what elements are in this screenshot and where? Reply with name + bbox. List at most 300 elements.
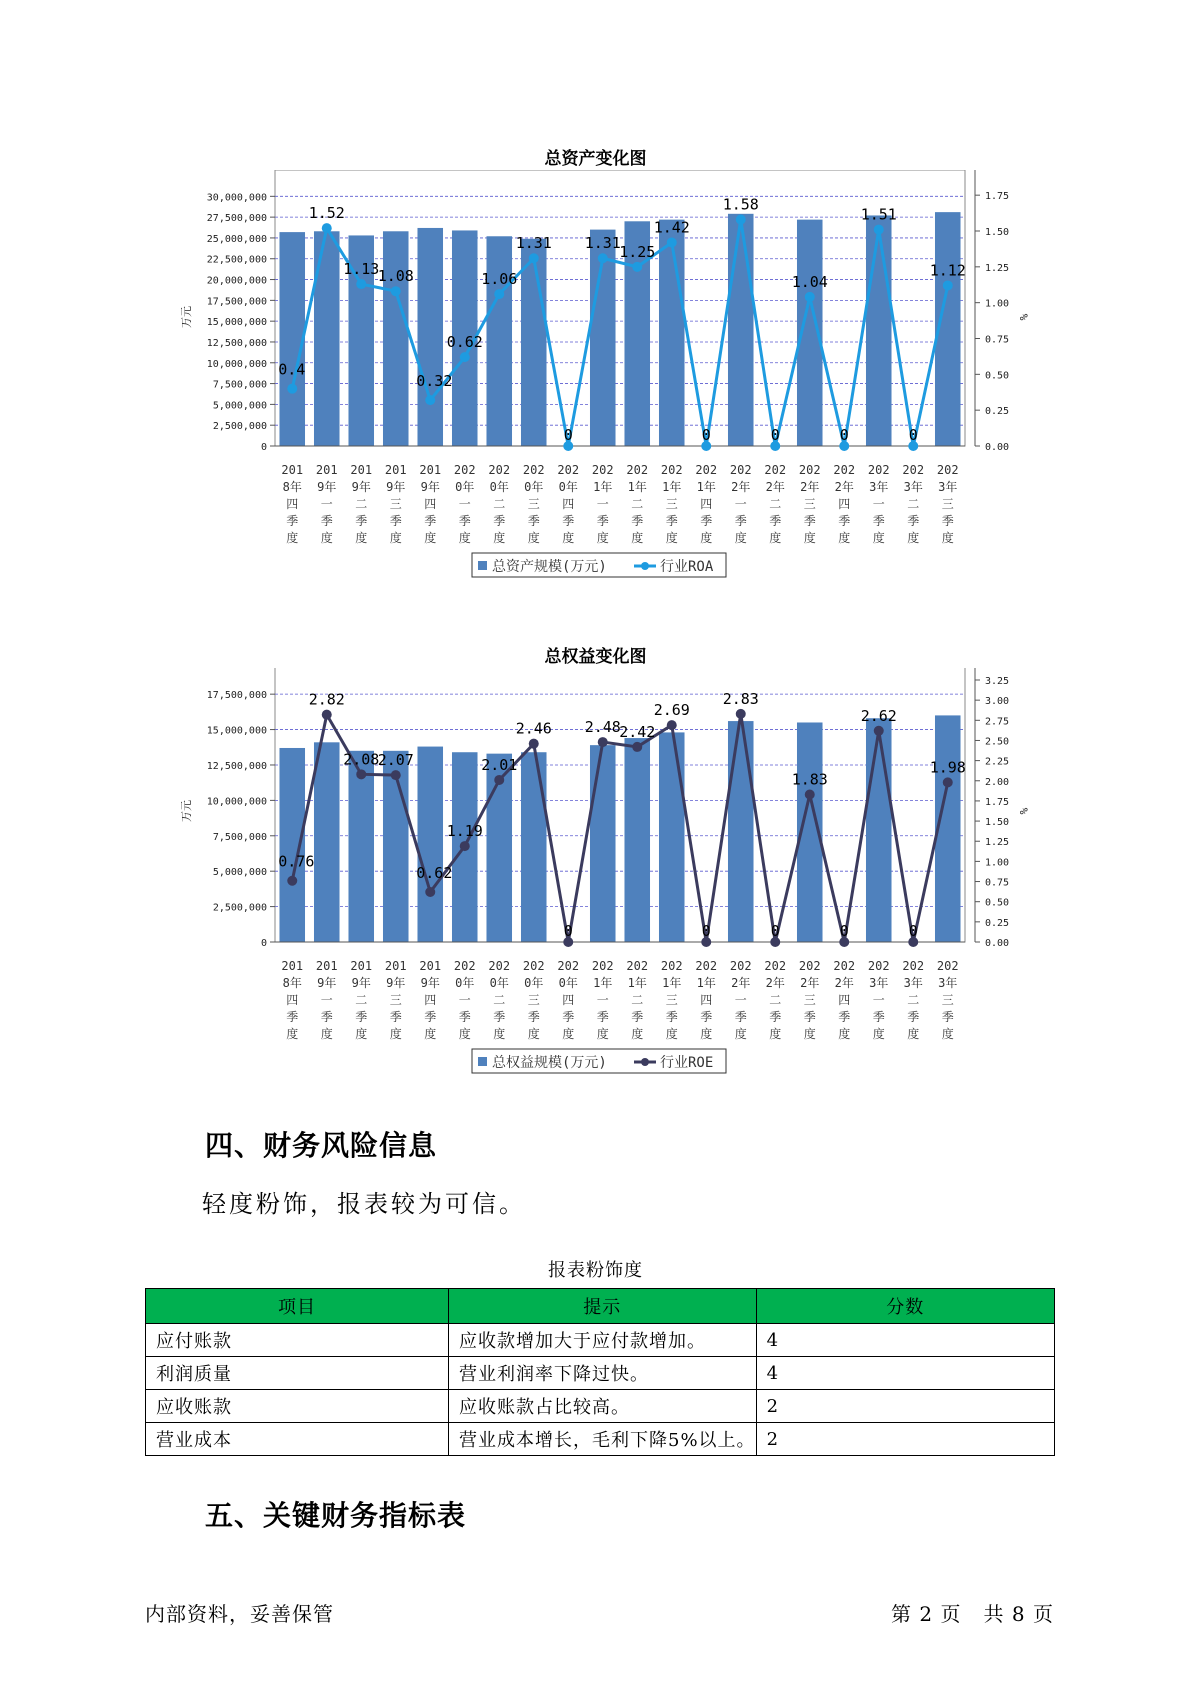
x-tick-label: 202 [729,463,752,477]
left-tick-label: 2,500,000 [212,421,267,433]
line-point [425,887,435,897]
right-tick-label: 3.25 [985,676,1010,687]
data-label: 1.52 [308,204,345,223]
x-tick-label: 202 [591,463,614,477]
risk-hint: 应收款增加大于应付款增加。 [449,1324,757,1357]
line-point [356,279,366,289]
x-tick-label: 二 [769,993,782,1007]
x-tick-label: 四 [562,497,575,511]
x-tick-label: 度 [907,531,920,545]
data-label: 0 [770,426,780,444]
x-tick-label: 202 [695,959,718,973]
x-tick-label: 202 [522,959,545,973]
x-tick-label: 度 [562,531,575,545]
line-point [736,215,746,225]
x-tick-label: 0年 [455,480,475,494]
x-tick-label: 1年 [627,480,647,494]
data-label: 1.83 [791,770,828,789]
left-tick-label: 25,000,000 [206,233,267,245]
x-tick-label: 0年 [524,976,544,990]
x-tick-label: 202 [453,959,476,973]
data-label: 1.19 [446,822,483,841]
line-point [667,237,677,247]
right-tick-label: 2.00 [985,776,1010,788]
right-tick-label: 0.00 [985,442,1010,453]
left-tick-label: 7,500,000 [212,379,267,391]
right-tick-label: 0.50 [985,370,1010,382]
line-point [391,770,401,780]
x-tick-label: 0年 [455,976,475,990]
left-tick-label: 17,500,000 [206,690,267,702]
x-tick-label: 一 [734,993,747,1007]
data-label: 2.82 [308,690,345,709]
right-tick-label: 2.50 [985,736,1010,748]
x-tick-label: 季 [424,514,437,528]
line-point [494,289,504,299]
x-tick-label: 三 [665,993,678,1007]
risk-score: 2 [756,1390,1054,1423]
left-axis-label: 万元 [180,306,193,328]
risk-hint: 营业利润率下降过快。 [449,1357,757,1390]
x-tick-label: 度 [355,1027,368,1041]
x-tick-label: 一 [320,497,333,511]
data-label: 2.46 [515,719,552,738]
line-point [391,286,401,296]
data-label: 1.25 [619,242,656,261]
right-tick-label: 2.25 [985,756,1010,768]
x-tick-label: 3年 [938,976,958,990]
data-label: 1.51 [860,205,897,224]
right-tick-label: 1.00 [985,857,1010,869]
x-tick-label: 3年 [938,480,958,494]
x-tick-label: 202 [626,959,649,973]
x-tick-label: 202 [488,463,511,477]
x-tick-label: 季 [493,1010,506,1024]
right-tick-label: 2.75 [985,716,1010,728]
bar [866,718,892,942]
x-tick-label: 三 [803,497,816,511]
x-tick-label: 四 [838,993,851,1007]
x-tick-label: 季 [734,514,747,528]
line-point [667,720,677,730]
line-point [494,775,504,785]
data-label: 1.31 [515,234,552,253]
x-tick-label: 度 [631,1027,644,1041]
x-tick-label: 202 [557,463,580,477]
data-label: 2.07 [377,751,414,770]
right-tick-label: 0.25 [985,917,1010,929]
x-tick-label: 9年 [420,976,440,990]
x-tick-label: 度 [320,1027,333,1041]
x-tick-label: 0年 [558,976,578,990]
x-tick-label: 度 [769,531,782,545]
x-tick-label: 四 [424,993,437,1007]
x-tick-label: 8年 [282,976,302,990]
x-tick-label: 二 [493,993,506,1007]
x-tick-label: 四 [286,993,299,1007]
left-tick-label: 30,000,000 [206,192,267,204]
x-tick-label: 季 [907,514,920,528]
line-point [287,384,297,394]
left-tick-label: 10,000,000 [206,796,267,808]
data-label: 0.62 [416,864,453,883]
line-point [322,223,332,233]
risk-item: 应收账款 [146,1390,449,1423]
x-tick-label: 202 [695,463,718,477]
data-label: 0 [770,922,780,940]
x-tick-label: 度 [286,1027,299,1041]
x-tick-label: 度 [527,531,540,545]
x-tick-label: 度 [769,1027,782,1041]
x-tick-label: 季 [424,1010,437,1024]
right-axis-label: % [1017,313,1030,321]
x-tick-label: 202 [798,463,821,477]
x-tick-label: 202 [902,959,925,973]
x-tick-label: 202 [764,959,787,973]
asset-chart-title: 总资产变化图 [544,149,647,169]
x-tick-label: 202 [936,959,959,973]
x-tick-label: 202 [867,463,890,477]
right-tick-label: 1.00 [985,298,1010,310]
line-point [598,737,608,747]
x-tick-label: 8年 [282,480,302,494]
x-tick-label: 四 [700,993,713,1007]
right-tick-label: 0.25 [985,406,1010,418]
x-tick-label: 度 [562,1027,575,1041]
x-tick-label: 一 [872,993,885,1007]
bar [383,231,409,446]
table-row [146,1423,1055,1456]
risk-score: 4 [756,1324,1054,1357]
x-tick-label: 度 [700,531,713,545]
data-label: 2.01 [481,755,518,774]
bar [486,236,512,446]
right-tick-label: 0.75 [985,877,1010,889]
table-row [146,1357,1055,1390]
x-tick-label: 度 [424,1027,437,1041]
line-point [805,292,815,302]
x-tick-label: 度 [389,1027,402,1041]
risk-item: 利润质量 [146,1357,449,1390]
x-tick-label: 一 [596,993,609,1007]
x-tick-label: 0年 [558,480,578,494]
x-tick-label: 2年 [800,976,820,990]
x-tick-label: 季 [769,514,782,528]
line-point [874,225,884,235]
x-tick-label: 二 [631,497,644,511]
x-tick-label: 季 [941,514,954,528]
x-tick-label: 9年 [317,976,337,990]
x-tick-label: 季 [527,1010,540,1024]
x-tick-label: 季 [631,1010,644,1024]
left-tick-label: 5,000,000 [212,867,267,879]
x-tick-label: 季 [458,514,471,528]
risk-header-item: 项目 [146,1289,449,1324]
x-tick-label: 201 [315,463,338,477]
x-tick-label: 202 [936,463,959,477]
x-tick-label: 202 [764,463,787,477]
right-tick-label: 3.00 [985,696,1010,708]
x-tick-label: 度 [941,531,954,545]
x-tick-label: 季 [872,514,885,528]
bar [417,747,443,942]
x-tick-label: 度 [458,1027,471,1041]
x-tick-label: 季 [665,514,678,528]
bar [521,239,547,446]
x-tick-label: 度 [665,531,678,545]
data-label: 1.31 [584,234,621,253]
data-label: 0.62 [446,333,483,352]
bar [659,732,685,942]
x-tick-label: 度 [424,531,437,545]
line-point [736,709,746,719]
x-tick-label: 度 [803,1027,816,1041]
x-tick-label: 202 [591,959,614,973]
x-tick-label: 四 [424,497,437,511]
data-label: 1.04 [791,272,828,291]
left-tick-label: 27,500,000 [206,213,267,225]
x-tick-label: 季 [803,1010,816,1024]
x-tick-label: 0年 [489,976,509,990]
risk-summary: 轻度粉饰，报表较为可信。 [202,1190,526,1218]
x-tick-label: 度 [665,1027,678,1041]
x-tick-label: 9年 [351,976,371,990]
x-tick-label: 201 [419,463,442,477]
line-point [632,262,642,272]
risk-table-caption: 报表粉饰度 [548,1260,643,1281]
x-tick-label: 201 [350,959,373,973]
data-label: 2.48 [584,718,621,737]
bar [728,721,754,942]
x-tick-label: 季 [458,1010,471,1024]
legend-bar-label: 总资产规模(万元) [492,559,607,575]
x-tick-label: 202 [833,959,856,973]
line-point [425,395,435,405]
bar [624,738,650,942]
x-tick-label: 度 [631,531,644,545]
line-point [356,769,366,779]
left-tick-label: 7,500,000 [212,831,267,843]
x-tick-label: 202 [453,463,476,477]
x-tick-label: 二 [907,497,920,511]
x-tick-label: 季 [562,514,575,528]
right-tick-label: 1.50 [985,817,1010,829]
x-tick-label: 二 [907,993,920,1007]
data-label: 1.42 [653,218,690,237]
x-tick-label: 2年 [834,976,854,990]
x-tick-label: 1年 [696,976,716,990]
x-tick-label: 度 [596,531,609,545]
risk-header-hint: 提示 [449,1289,757,1324]
bar [521,752,547,942]
x-tick-label: 二 [631,993,644,1007]
section5-heading: 五、关键财务指标表 [205,1499,467,1532]
bar [866,215,892,446]
line-point [529,253,539,263]
line-point [287,876,297,886]
x-tick-label: 季 [803,514,816,528]
equity-chart-title: 总权益变化图 [544,647,647,667]
x-tick-label: 三 [527,993,540,1007]
x-tick-label: 度 [838,1027,851,1041]
footer-confidential: 内部资料，妥善保管 [145,1602,334,1626]
x-tick-label: 季 [389,1010,402,1024]
x-tick-label: 季 [838,1010,851,1024]
x-tick-label: 2年 [834,480,854,494]
x-tick-label: 2年 [731,480,751,494]
x-tick-label: 3年 [869,480,889,494]
x-tick-label: 三 [941,497,954,511]
x-tick-label: 季 [286,514,299,528]
left-tick-label: 0 [260,938,267,949]
x-tick-label: 度 [700,1027,713,1041]
x-tick-label: 202 [626,463,649,477]
data-label: 0 [701,426,711,444]
x-tick-label: 季 [907,1010,920,1024]
x-tick-label: 季 [320,514,333,528]
x-tick-label: 季 [527,514,540,528]
x-tick-label: 季 [665,1010,678,1024]
x-tick-label: 二 [355,497,368,511]
line-point [943,777,953,787]
x-tick-label: 季 [493,514,506,528]
x-tick-label: 202 [660,463,683,477]
data-label: 1.12 [929,261,966,280]
x-tick-label: 度 [838,531,851,545]
x-tick-label: 9年 [386,480,406,494]
x-tick-label: 0年 [489,480,509,494]
bar [659,220,685,446]
bar [728,214,754,446]
asset-chart [0,170,1191,590]
footer-page-number: 第 2 页 共 8 页 [891,1602,1054,1626]
x-tick-label: 四 [562,993,575,1007]
x-tick-label: 度 [907,1027,920,1041]
legend-line-label: 行业ROA [660,559,714,575]
x-tick-label: 度 [527,1027,540,1041]
right-tick-label: 1.50 [985,227,1010,238]
equity-chart [0,668,1191,1088]
x-tick-label: 一 [458,497,471,511]
x-tick-label: 二 [493,497,506,511]
asset-chart-svg [0,170,1191,590]
x-tick-label: 季 [320,1010,333,1024]
section4-heading: 四、财务风险信息 [205,1129,438,1162]
x-tick-label: 202 [798,959,821,973]
x-tick-label: 一 [734,497,747,511]
x-tick-label: 1年 [593,480,613,494]
risk-table [145,1288,1055,1456]
x-tick-label: 1年 [593,976,613,990]
right-tick-label: 0.75 [985,334,1010,346]
data-label: 1.06 [481,270,518,289]
line-point [460,841,470,851]
left-axis-label: 万元 [180,800,193,822]
risk-hint: 营业成本增长，毛利下降5%以上。 [449,1423,757,1456]
x-tick-label: 201 [281,959,304,973]
x-tick-label: 3年 [869,976,889,990]
bar [279,232,305,446]
data-label: 0 [701,922,711,940]
x-tick-label: 季 [734,1010,747,1024]
left-tick-label: 15,000,000 [206,317,267,329]
risk-item: 营业成本 [146,1423,449,1456]
x-tick-label: 1年 [662,480,682,494]
data-label: 1.08 [377,267,414,286]
x-tick-label: 9年 [317,480,337,494]
data-label: 2.62 [860,706,897,725]
left-tick-label: 0 [260,442,267,453]
x-tick-label: 一 [872,497,885,511]
data-label: 0 [908,426,918,444]
data-label: 0.32 [416,372,453,391]
right-tick-label: 1.25 [985,262,1010,274]
x-tick-label: 度 [355,531,368,545]
data-label: 1.13 [343,260,380,279]
left-tick-label: 12,500,000 [206,337,267,349]
data-label: 0 [839,922,849,940]
x-tick-label: 一 [320,993,333,1007]
x-tick-label: 季 [389,514,402,528]
risk-score: 2 [756,1423,1054,1456]
line-point [805,789,815,799]
x-tick-label: 度 [803,531,816,545]
x-tick-label: 度 [493,1027,506,1041]
data-label: 0 [839,426,849,444]
x-tick-label: 季 [941,1010,954,1024]
left-tick-label: 5,000,000 [212,400,267,412]
x-tick-label: 季 [562,1010,575,1024]
left-tick-label: 20,000,000 [206,275,267,287]
risk-hint: 应收账款占比较高。 [449,1390,757,1423]
x-tick-label: 2年 [765,480,785,494]
x-tick-label: 季 [700,514,713,528]
x-tick-label: 季 [596,514,609,528]
risk-table-header-row [146,1289,1055,1324]
x-tick-label: 季 [355,1010,368,1024]
x-tick-label: 度 [872,531,885,545]
legend-line-marker [641,1058,649,1066]
right-tick-label: 1.75 [985,796,1010,808]
data-label: 0 [563,922,573,940]
x-tick-label: 季 [355,514,368,528]
x-tick-label: 度 [286,531,299,545]
data-label: 1.98 [929,758,966,777]
x-tick-label: 四 [700,497,713,511]
x-tick-label: 1年 [662,976,682,990]
right-tick-label: 1.25 [985,837,1010,849]
bar [348,751,374,942]
x-tick-label: 3年 [903,480,923,494]
line-point [874,726,884,736]
data-label: 2.42 [619,722,656,741]
x-tick-label: 202 [902,463,925,477]
right-axis-label: % [1017,807,1030,815]
line-point [322,710,332,720]
x-tick-label: 202 [557,959,580,973]
x-tick-label: 度 [389,531,402,545]
line-point [632,742,642,752]
x-tick-label: 202 [660,959,683,973]
x-tick-label: 三 [941,993,954,1007]
x-tick-label: 季 [286,1010,299,1024]
x-tick-label: 202 [729,959,752,973]
x-tick-label: 度 [734,1027,747,1041]
x-tick-label: 201 [384,463,407,477]
bar [417,228,443,446]
table-row [146,1324,1055,1357]
x-tick-label: 三 [803,993,816,1007]
